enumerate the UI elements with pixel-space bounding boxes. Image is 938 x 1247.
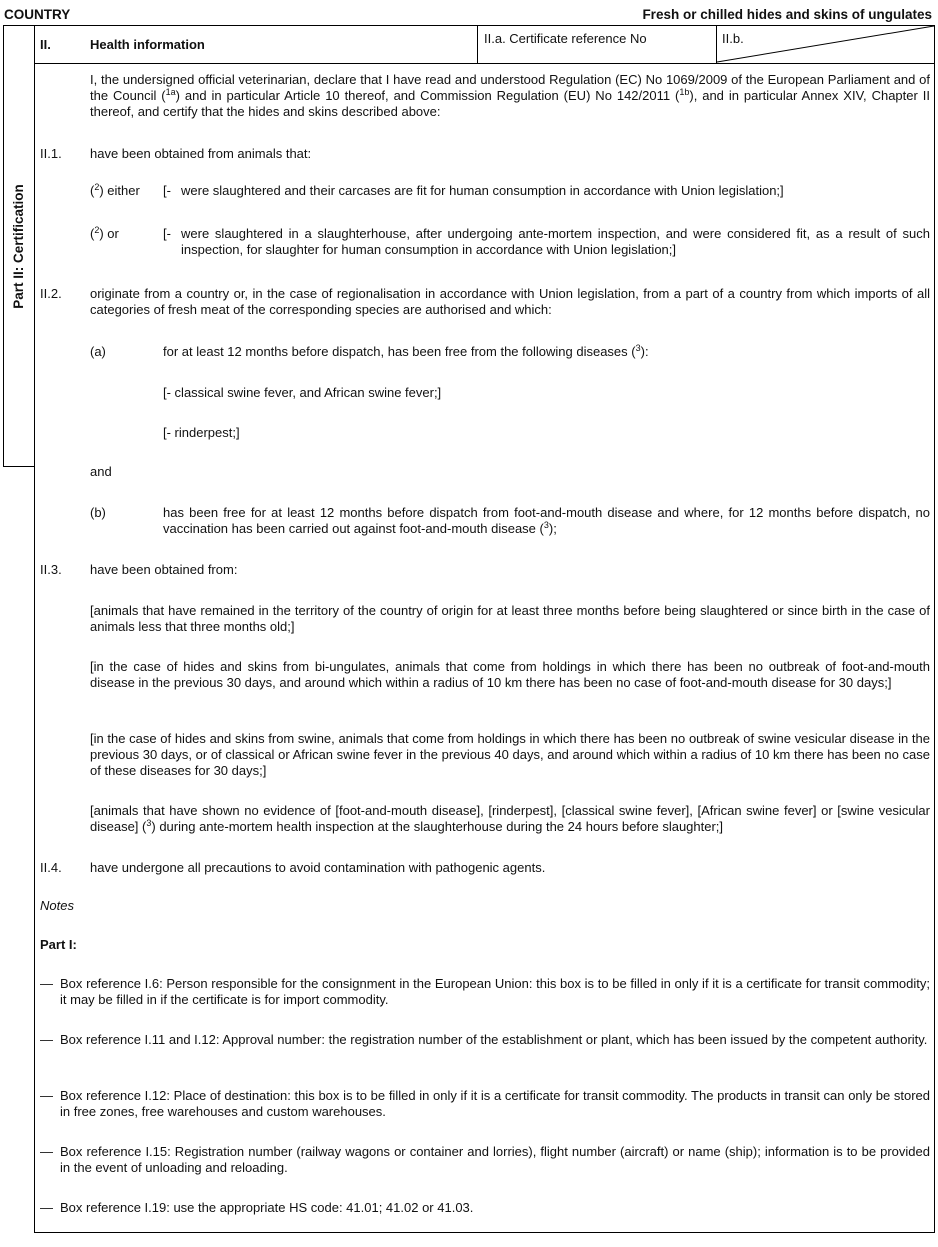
frame-right — [934, 25, 935, 1233]
option-or-text: were slaughtered in a slaughterhouse, after undergoing ante-mortem inspection, and were considered fit, as a result of such inspection, for slaughter for human consumption in accordance with Union legislation;] — [181, 226, 930, 257]
section-number: II. — [40, 37, 51, 52]
notes-title: Notes — [40, 898, 74, 913]
option-either-bracket: [- — [163, 183, 171, 198]
ii1-number: II.1. — [40, 146, 62, 161]
note-dash: — — [40, 1144, 53, 1159]
option-or-bracket: [- — [163, 226, 171, 241]
note-item: Box reference I.6: Person responsible for the consignment in the European Union: this box is to be filled in only if it is a certificate for transit commodity; it may be filled in if the certificate is for import commodity. — [60, 976, 930, 1007]
refb-diagonal — [717, 26, 934, 63]
header-row-bottom — [34, 63, 935, 64]
note-dash: — — [40, 1200, 53, 1215]
note-dash: — — [40, 1032, 53, 1047]
note-item: Box reference I.12: Place of destination: this box is to be filled in only if it is a certificate for transit commodity. The products in transit can only be stored in free zones, free warehouses and custom warehouses. — [60, 1088, 930, 1119]
section-title: Health information — [90, 37, 205, 52]
ref-divider — [477, 25, 478, 63]
ii3-number: II.3. — [40, 562, 62, 577]
ii3-text: have been obtained from: — [90, 562, 238, 577]
ii2-a-text: for at least 12 months before dispatch, has been free from the following diseases ($^3$): — [163, 343, 649, 359]
disease-item-swine-fever: [- classical swine fever, and African swine fever;] — [163, 385, 442, 400]
ii3-paragraph-3: [in the case of hides and skins from swine, animals that come from holdings in which there has been no outbreak of swine vesicular disease in the previous 30 days, or of classical or African swine fever in the previous 40 days, and around which within a radius of 10 km there has been no case of these diseases for 30 days;] — [90, 731, 930, 778]
ii3-paragraph-2: [in the case of hides and skins from bi-ungulates, animals that come from holdings in which there has been no outbreak of foot-and-mouth disease in the previous 30 days, and around which within a radius of 10 km there has been no case of foot-and-mouth disease for 30 days;] — [90, 659, 930, 690]
ii3-paragraph-1: [animals that have remained in the territory of the country of origin for at least three months before being slaughtered or since birth in the case of animals less that three months old;] — [90, 603, 930, 634]
ii1-text: have been obtained from animals that: — [90, 146, 312, 161]
side-bottom — [3, 466, 34, 467]
ref-b-label: II.b. — [722, 31, 744, 46]
header-title: Fresh or chilled hides and skins of ungulates — [642, 7, 932, 22]
ii2-and: and — [90, 464, 112, 479]
disease-item-rinderpest: [- rinderpest;] — [163, 425, 240, 440]
frame-bottom — [34, 1232, 935, 1233]
ii2-text: originate from a country or, in the case of regionalisation in accordance with Union legislation, from a part of a country from which imports of all categories of fresh meat of the corresponding species are authorised and which: — [90, 286, 930, 317]
notes-part-title: Part I: — [40, 937, 77, 952]
note-dash: — — [40, 1088, 53, 1103]
ii4-text: have undergone all precautions to avoid contamination with pathogenic agents. — [90, 860, 546, 875]
ii3-paragraph-4: [animals that have shown no evidence of [foot-and-mouth disease], [rinderpest], [classical swine fever], [African swine fever] or [swine vesicular disease] ($^3$) during ante-mortem health inspection at the slaughterhouse during the 24 hours before slaughter;] — [90, 803, 930, 834]
note-dash: — — [40, 976, 53, 991]
option-or-label: ($^2$) or — [90, 225, 119, 241]
ii4-number: II.4. — [40, 860, 62, 875]
certificate-ref-label: II.a. Certificate reference No — [484, 31, 647, 46]
header-country: COUNTRY — [4, 7, 71, 22]
note-item: Box reference I.11 and I.12: Approval number: the registration number of the establishment or plant, which has been issued by the competent authority. — [60, 1032, 928, 1047]
option-either-label: ($^2$) either — [90, 182, 140, 198]
note-item: Box reference I.15: Registration number (railway wagons or container and lorries), flight number (aircraft) or name (ship); information is to be provided in the event of unloading and reloading. — [60, 1144, 930, 1175]
ii2-b-label: (b) — [90, 505, 106, 520]
note-item: Box reference I.19: use the appropriate HS code: 41.01; 41.02 or 41.03. — [60, 1200, 474, 1215]
declaration-intro: I, the undersigned official veterinarian, declare that I have read and understood Regulation (EC) No 1069/2009 of the European Parliament and of the Council ($^{1a}$) and in particular Article 10 thereof, and Commission Regulation (EU) No 142/2011 ($^{1b}$), and in particular Annex XIV, Chapter II thereof, and certify that the hides and skins described above: — [90, 72, 930, 119]
ii2-b-text: has been free for at least 12 months before dispatch from foot-and-mouth disease and where, for 12 months before dispatch, no vaccination has been carried out against foot-and-mouth disease ($^3$); — [163, 505, 930, 536]
ii2-number: II.2. — [40, 286, 62, 301]
option-either-text: were slaughtered and their carcases are fit for human consumption in accordance with Union legislation;] — [181, 183, 784, 198]
ii2-a-label: (a) — [90, 344, 106, 359]
side-label: Part II: Certification — [11, 183, 26, 309]
frame-left — [34, 25, 35, 1233]
